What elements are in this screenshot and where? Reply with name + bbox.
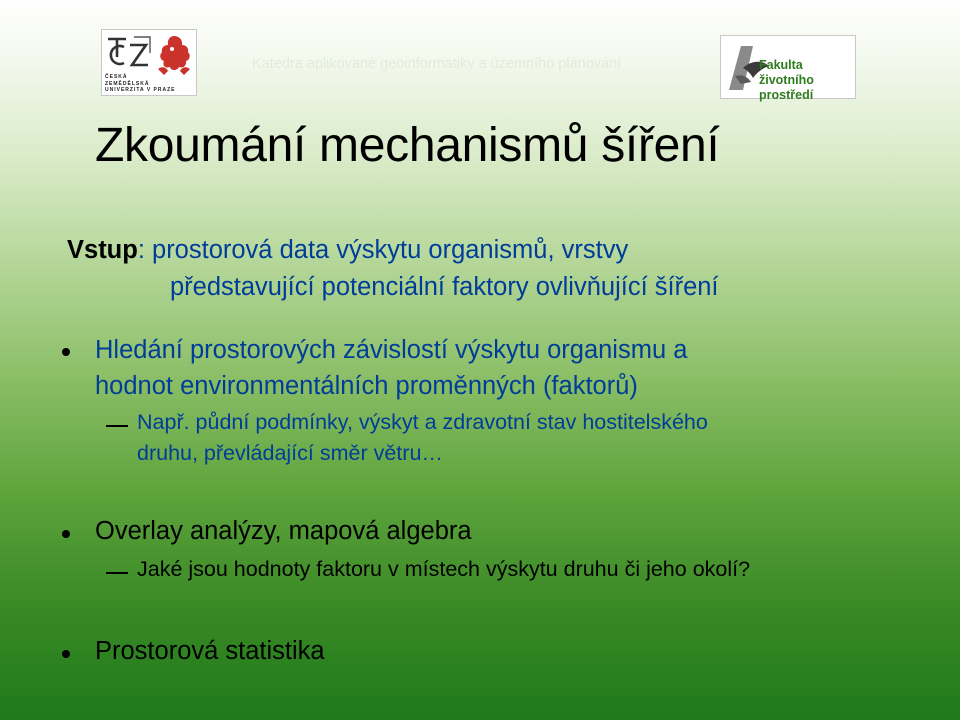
sub-2: Jaké jsou hodnoty faktoru v místech výskytu druhu či jeho okolí? (137, 557, 751, 581)
input-line-1 (67, 236, 628, 265)
input-label: Vstup (67, 236, 138, 264)
slide-title: Zkoumání mechanismů šíření (95, 119, 720, 172)
czu-logo (101, 29, 197, 96)
bullet-1-line-1: Hledání prostorových závislostí výskytu organismu a (95, 336, 688, 364)
sub-bullet-dash (106, 425, 128, 427)
fzp-logo (720, 35, 856, 102)
lion-icon (152, 33, 196, 77)
czu-logo-text: ČESKÁ ZEMĚDĚLSKÁ UNIVERZITA V PRAZE (105, 74, 176, 93)
bullet-marker (62, 348, 70, 356)
bullet-marker (62, 650, 70, 658)
sub-1-line-2: druhu, převládající směr větru… (137, 441, 443, 465)
sub-1-line-1: Např. půdní podmínky, výskyt a zdravotní stav hostitelského (137, 410, 708, 434)
input-line-2: představující potenciální faktory ovlivňující šíření (170, 273, 719, 301)
input-text-1: : prostorová data výskytu organismů, vrstvy (137, 236, 629, 264)
bullet-1-line-2: hodnot environmentálních proměnných (faktorů) (95, 372, 638, 400)
czu-mark-icon (104, 33, 154, 75)
bullet-2: Overlay analýzy, mapová algebra (95, 517, 472, 545)
bullet-3: Prostorová statistika (95, 637, 325, 665)
sub-bullet-dash (106, 572, 128, 574)
bullet-marker (62, 530, 70, 538)
department-name: Katedra aplikované geoinformatiky a územního plánování (252, 56, 622, 72)
fzp-logo-text: Fakulta životního prostředí (759, 58, 814, 102)
